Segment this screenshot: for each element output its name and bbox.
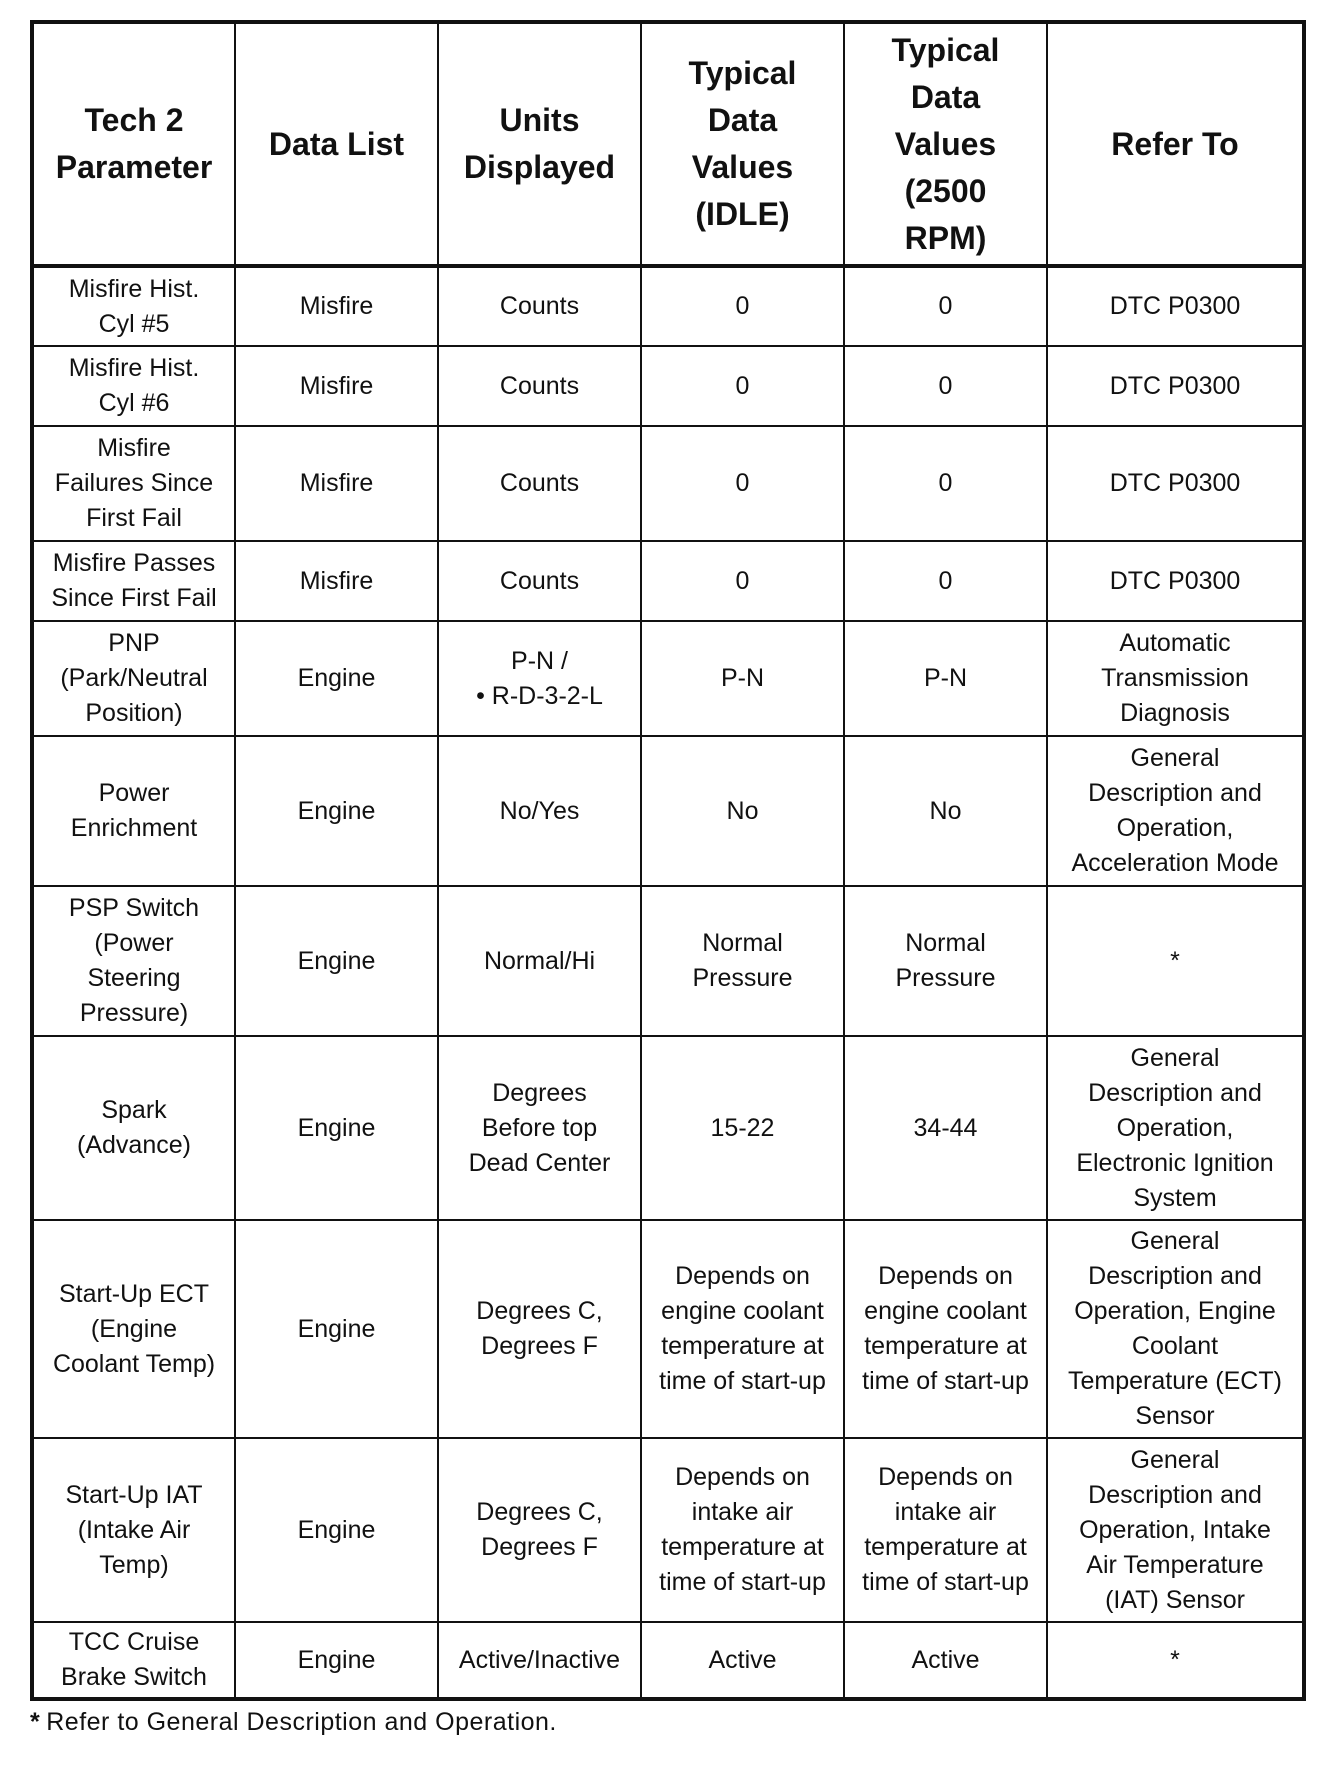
table-row <box>32 1622 1304 1699</box>
cell-idle-value: Depends on intake air temperature at time of start-up <box>641 1438 844 1622</box>
table-row <box>32 426 1304 541</box>
cell-idle-value: Active <box>641 1622 844 1699</box>
cell-refer-to: General Description and Operation, Electronic Ignition System <box>1047 1036 1304 1220</box>
header-typical-idle: Typical Data Values (IDLE) <box>641 22 844 266</box>
table-row <box>32 621 1304 736</box>
cell-idle-value: 0 <box>641 426 844 541</box>
cell-data-list: Engine <box>235 621 438 736</box>
cell-refer-to: Automatic Transmission Diagnosis <box>1047 621 1304 736</box>
cell-data-list: Misfire <box>235 541 438 621</box>
cell-2500rpm-value: Depends on engine coolant temperature at time of start-up <box>844 1220 1047 1438</box>
table-row <box>32 736 1304 886</box>
cell-2500rpm-value: 0 <box>844 346 1047 426</box>
cell-data-list: Engine <box>235 1622 438 1699</box>
cell-idle-value: 0 <box>641 346 844 426</box>
cell-data-list: Engine <box>235 886 438 1036</box>
cell-data-list: Misfire <box>235 346 438 426</box>
header-units-displayed: Units Displayed <box>438 22 641 266</box>
header-tech2-parameter: Tech 2 Parameter <box>32 22 235 266</box>
cell-units: Normal/Hi <box>438 886 641 1036</box>
header-row <box>32 22 1304 266</box>
cell-2500rpm-value: Depends on intake air temperature at time of start-up <box>844 1438 1047 1622</box>
cell-units: No/Yes <box>438 736 641 886</box>
cell-data-list: Misfire <box>235 266 438 346</box>
cell-refer-to: DTC P0300 <box>1047 346 1304 426</box>
cell-2500rpm-value: 0 <box>844 266 1047 346</box>
cell-2500rpm-value: Active <box>844 1622 1047 1699</box>
cell-refer-to: DTC P0300 <box>1047 541 1304 621</box>
cell-parameter: Start-Up IAT (Intake Air Temp) <box>32 1438 235 1622</box>
cell-2500rpm-value: P-N <box>844 621 1047 736</box>
cell-idle-value: No <box>641 736 844 886</box>
cell-2500rpm-value: 34-44 <box>844 1036 1047 1220</box>
cell-2500rpm-value: No <box>844 736 1047 886</box>
cell-refer-to: * <box>1047 1622 1304 1699</box>
cell-idle-value: 15-22 <box>641 1036 844 1220</box>
cell-2500rpm-value: Normal Pressure <box>844 886 1047 1036</box>
cell-idle-value: 0 <box>641 266 844 346</box>
cell-parameter: Misfire Failures Since First Fail <box>32 426 235 541</box>
cell-refer-to: General Description and Operation, Intake Air Temperature (IAT) Sensor <box>1047 1438 1304 1622</box>
cell-units: Active/Inactive <box>438 1622 641 1699</box>
table-header <box>32 22 1304 266</box>
cell-parameter: Power Enrichment <box>32 736 235 886</box>
cell-parameter: Misfire Passes Since First Fail <box>32 541 235 621</box>
cell-2500rpm-value: 0 <box>844 541 1047 621</box>
cell-refer-to: DTC P0300 <box>1047 426 1304 541</box>
cell-parameter: Misfire Hist. Cyl #5 <box>32 266 235 346</box>
footnote-text: Refer to General Description and Operation. <box>46 1708 557 1736</box>
cell-parameter: PNP (Park/Neutral Position) <box>32 621 235 736</box>
footnote-marker: * <box>30 1708 41 1736</box>
cell-units: P-N / • R-D-3-2-L <box>438 621 641 736</box>
header-data-list: Data List <box>235 22 438 266</box>
table-row <box>32 1036 1304 1220</box>
cell-refer-to: General Description and Operation, Engine Coolant Temperature (ECT) Sensor <box>1047 1220 1304 1438</box>
cell-idle-value: Normal Pressure <box>641 886 844 1036</box>
cell-units: Degrees C, Degrees F <box>438 1438 641 1622</box>
cell-data-list: Engine <box>235 1036 438 1220</box>
table-row <box>32 886 1304 1036</box>
table-body <box>32 266 1304 1699</box>
cell-idle-value: Depends on engine coolant temperature at time of start-up <box>641 1220 844 1438</box>
cell-units: Degrees Before top Dead Center <box>438 1036 641 1220</box>
cell-parameter: TCC Cruise Brake Switch <box>32 1622 235 1699</box>
table-row <box>32 346 1304 426</box>
table-row <box>32 266 1304 346</box>
cell-refer-to: * <box>1047 886 1304 1036</box>
cell-idle-value: P-N <box>641 621 844 736</box>
table-row <box>32 541 1304 621</box>
cell-data-list: Engine <box>235 736 438 886</box>
footnote <box>30 1706 557 1738</box>
cell-units: Counts <box>438 346 641 426</box>
cell-parameter: Start-Up ECT (Engine Coolant Temp) <box>32 1220 235 1438</box>
table-row <box>32 1220 1304 1438</box>
table-row <box>32 1438 1304 1622</box>
cell-parameter: Spark (Advance) <box>32 1036 235 1220</box>
cell-2500rpm-value: 0 <box>844 426 1047 541</box>
cell-units: Counts <box>438 266 641 346</box>
cell-parameter: PSP Switch (Power Steering Pressure) <box>32 886 235 1036</box>
cell-data-list: Engine <box>235 1220 438 1438</box>
cell-idle-value: 0 <box>641 541 844 621</box>
tech2-parameter-table <box>30 20 1306 1701</box>
cell-units: Degrees C, Degrees F <box>438 1220 641 1438</box>
header-refer-to: Refer To <box>1047 22 1304 266</box>
cell-data-list: Engine <box>235 1438 438 1622</box>
header-typical-2500rpm: Typical Data Values (2500 RPM) <box>844 22 1047 266</box>
cell-units: Counts <box>438 426 641 541</box>
cell-data-list: Misfire <box>235 426 438 541</box>
cell-parameter: Misfire Hist. Cyl #6 <box>32 346 235 426</box>
cell-refer-to: General Description and Operation, Acceleration Mode <box>1047 736 1304 886</box>
cell-units: Counts <box>438 541 641 621</box>
cell-refer-to: DTC P0300 <box>1047 266 1304 346</box>
